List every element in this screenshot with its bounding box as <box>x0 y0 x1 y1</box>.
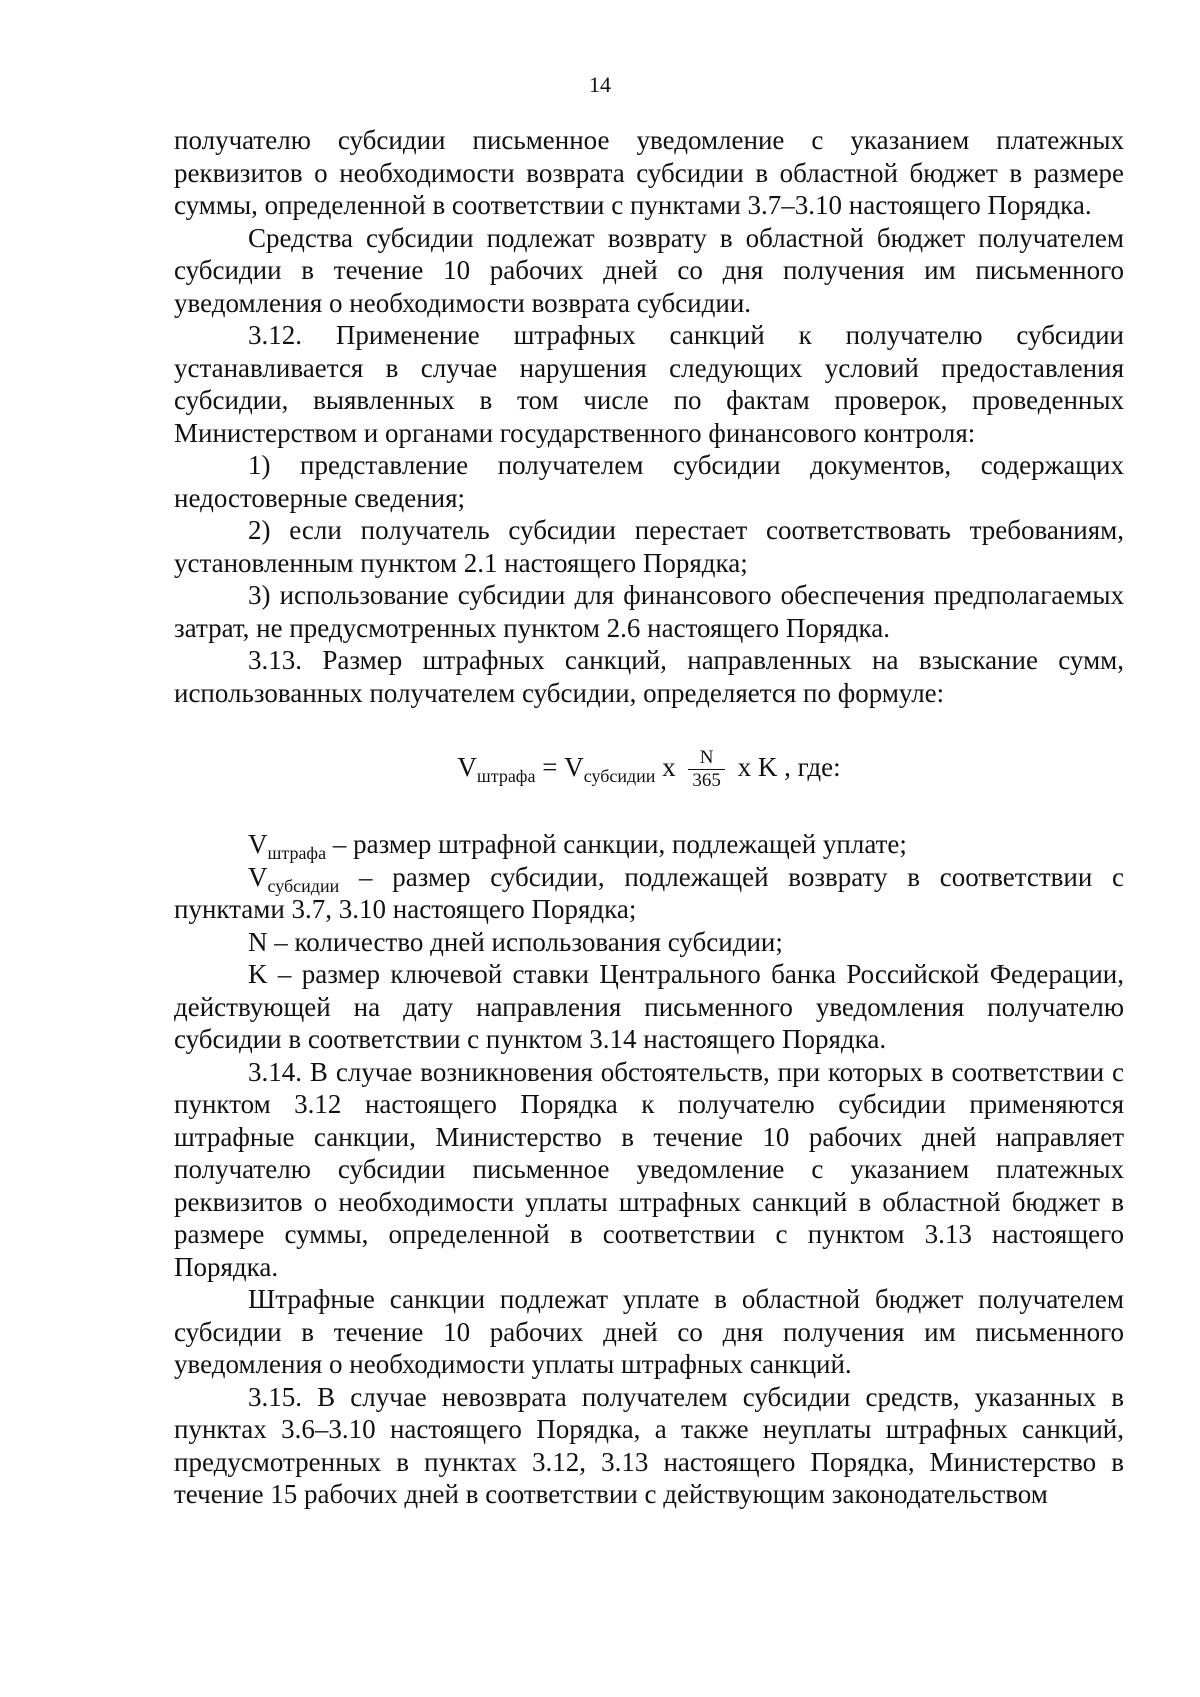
paragraph-3-13: 3.13. Размер штрафных санкций, направленных на взыскание сумм, использованных получателем субсидии, определяется по формуле: <box>174 645 1124 708</box>
paragraph-refund-deadline: Средства субсидии подлежат возврату в областной бюджет получателем субсидии в течение 10 рабочих дней со дня получения им письменного уведомления о необходимости возврата субсидии. <box>174 222 1124 318</box>
paragraph-3-14: 3.14. В случае возникновения обстоятельств, при которых в соответствии с пунктом 3.12 настоящего Порядка к получателю субсидии применяются штрафные санкции, Министерство в течение 10 рабочих дней направляет получателю субсидии письменное уведомление с указанием платежных реквизитов о необходимости уплаты штрафных санкций в областной бюджет в размере суммы, определенной в соответствии с пунктом 3.13 настоящего Порядка. <box>174 1056 1124 1282</box>
definition-v-subsidy <box>174 861 1124 926</box>
paragraph-3-12: 3.12. Применение штрафных санкций к получателю субсидии устанавливается в случае нарушения следующих условий предоставления субсидии, выявленных в том числе по фактам проверок, проведенных Министерством и органами государственного финансового контроля: <box>174 320 1124 448</box>
formula-tail: х K , где: <box>730 752 841 782</box>
definition-subscript: штрафа <box>267 843 327 864</box>
definition-subscript: субсидии <box>267 875 340 896</box>
formula-numerator: N <box>688 747 725 770</box>
formula-multiply: х <box>655 752 683 782</box>
definition-v-penalty <box>174 828 1124 864</box>
definition-text: – размер субсидии, подлежащей возврату в соответствии с пунктами 3.7, 3.10 настоящего Порядка; <box>174 861 1124 925</box>
page-number: 14 <box>589 72 611 97</box>
formula-sub-penalty: штрафа <box>476 766 536 786</box>
list-item-1: 1) представление получателем субсидии документов, содержащих недостоверные сведения; <box>174 450 1124 513</box>
formula-equals: = <box>535 752 565 782</box>
formula-v-penalty: V <box>457 752 477 782</box>
definition-k: K – размер ключевой ставки Центрального банка Российской Федерации, действующей на дату направления письменного уведомления получателю субсидии в соответствии с пунктом 3.14 настоящего Порядка. <box>174 959 1124 1055</box>
document-body <box>174 124 1124 1511</box>
paragraph-continuation: получателю субсидии письменное уведомление с указанием платежных реквизитов о необходимости возврата субсидии в областной бюджет в размере суммы, определенной в соответствии с пунктами 3.7–3.10 настоящего Порядка. <box>174 125 1124 220</box>
definition-symbol: V <box>248 829 268 860</box>
definition-n: N – количество дней использования субсидии; <box>248 926 783 957</box>
paragraph-3-15: 3.15. В случае невозврата получателем субсидии средств, указанных в пунктах 3.6–3.10 настоящего Порядка, а также неуплаты штрафных санкций, предусмотренных в пунктах 3.12, 3.13 настоящего Порядка, Министерство в течение 15 рабочих дней в соответствии с действующим законодательством <box>174 1381 1124 1510</box>
definition-symbol: V <box>248 861 268 892</box>
list-item-2: 2) если получатель субсидии перестает соответствовать требованиям, установленным пунктом 2.1 настоящего Порядка; <box>174 515 1124 578</box>
paragraph-penalty-deadline: Штрафные санкции подлежат уплате в областной бюджет получателем субсидии в течение 10 рабочих дней со дня получения им письменного уведомления о необходимости уплаты штрафных санкций. <box>174 1284 1124 1380</box>
formula-v-subsidy: V <box>564 752 584 782</box>
formula-fraction <box>688 747 725 792</box>
penalty-formula <box>174 747 1124 792</box>
list-item-3: 3) использование субсидии для финансового обеспечения предполагаемых затрат, не предусмотренных пунктом 2.6 настоящего Порядка. <box>174 580 1124 643</box>
formula-denominator: 365 <box>692 770 721 792</box>
formula-sub-subsidy: субсидии <box>583 766 656 786</box>
definition-text: – размер штрафной санкции, подлежащей уплате; <box>326 829 907 860</box>
